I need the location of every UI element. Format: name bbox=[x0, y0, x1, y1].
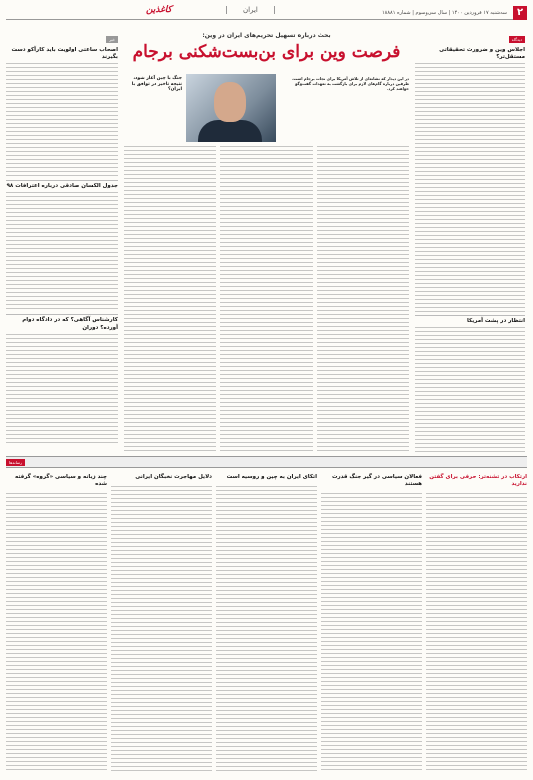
article-body-text bbox=[321, 493, 422, 772]
left-column-headline-2[interactable]: جدول الکسان صادقی درباره اعترافات ۹۸ bbox=[6, 183, 118, 190]
right-column-tag: دیدگاه bbox=[509, 36, 525, 43]
article-body-text bbox=[111, 486, 212, 772]
section-title: ایران bbox=[226, 6, 275, 14]
article-body-text bbox=[6, 63, 118, 178]
page-header bbox=[6, 6, 527, 20]
main-quote: جنگ با چین آغاز شود، نتیجه تاخیر در توافق با ایران؟ bbox=[131, 76, 182, 92]
main-story bbox=[124, 26, 409, 451]
bottom-column bbox=[111, 472, 212, 772]
dateline: سه‌شنبه ۱۷ فروردین ۱۴۰۰ | سال سی‌وسوم | شماره ۱۸۸۸۱ bbox=[381, 9, 507, 16]
bottom-column bbox=[6, 472, 107, 772]
article-body-text bbox=[6, 192, 118, 312]
article-body-text bbox=[124, 146, 216, 451]
bottom-column bbox=[321, 472, 422, 772]
main-story-body bbox=[124, 146, 409, 451]
bottom-headline[interactable]: چند زبانه و سیاسی «گروه» گرفته شده bbox=[15, 474, 107, 488]
bottom-headline[interactable]: ارتکاب در تشنه‌تر: حرفی برای گفتن ندارید bbox=[429, 474, 527, 488]
article-body-text bbox=[415, 327, 525, 452]
left-column-headline[interactable]: اصحاب ساعتی اولویت باید کارآکو دست بگیرند bbox=[11, 47, 118, 61]
right-column bbox=[415, 26, 525, 451]
left-column-headline-3[interactable]: کارشناس آگاهی؟ که در دادگاه دوام آورده؟ دوران bbox=[22, 317, 118, 331]
right-column-headline-2[interactable]: انتظار در پشت آمریکا bbox=[466, 318, 525, 325]
article-body-text bbox=[6, 334, 118, 444]
main-kicker: بحث درباره تسهیل تحریم‌های ایران در وین: bbox=[202, 32, 331, 39]
right-column-headline[interactable]: اجلاس وین و ضرورت تحقیقاتی مستقل‌تر؟ bbox=[439, 47, 525, 61]
bottom-headline[interactable]: فعالان سیاسی در گیر جنگ قدرت هستند bbox=[332, 474, 422, 488]
bottom-column bbox=[426, 472, 527, 772]
article-body-text bbox=[220, 146, 312, 451]
bottom-column bbox=[216, 472, 317, 772]
section-band bbox=[6, 456, 527, 468]
article-body-text bbox=[317, 146, 409, 451]
left-column-tag: خبر bbox=[106, 36, 118, 43]
portrait-photo bbox=[186, 74, 276, 142]
article-body-text bbox=[415, 63, 525, 313]
left-column bbox=[6, 26, 118, 451]
article-body-text bbox=[6, 493, 107, 772]
band-label: رسانه‌ها bbox=[6, 459, 25, 466]
article-body-text bbox=[426, 493, 527, 772]
article-body-text bbox=[216, 486, 317, 772]
bottom-section bbox=[6, 472, 527, 772]
main-lead: در این دیدار که نشانه‌ای از تلاش آمریکا برای نجات برجام است، طرفین درباره گام‌های لازم برای بازگشت به تعهدات گفت‌وگو خواهند کرد. bbox=[292, 76, 409, 91]
bottom-headline[interactable]: دلایل مهاجرت نخبگان ایرانی bbox=[135, 474, 212, 480]
bottom-headline[interactable]: اتکای ایران به چین و روسیه است bbox=[226, 474, 317, 480]
page-number: ۲ bbox=[513, 6, 527, 20]
newspaper-logo: کاغذین bbox=[146, 5, 172, 15]
main-headline[interactable]: فرصت وین برای بن‌بست‌شکنی برجام bbox=[132, 42, 401, 62]
